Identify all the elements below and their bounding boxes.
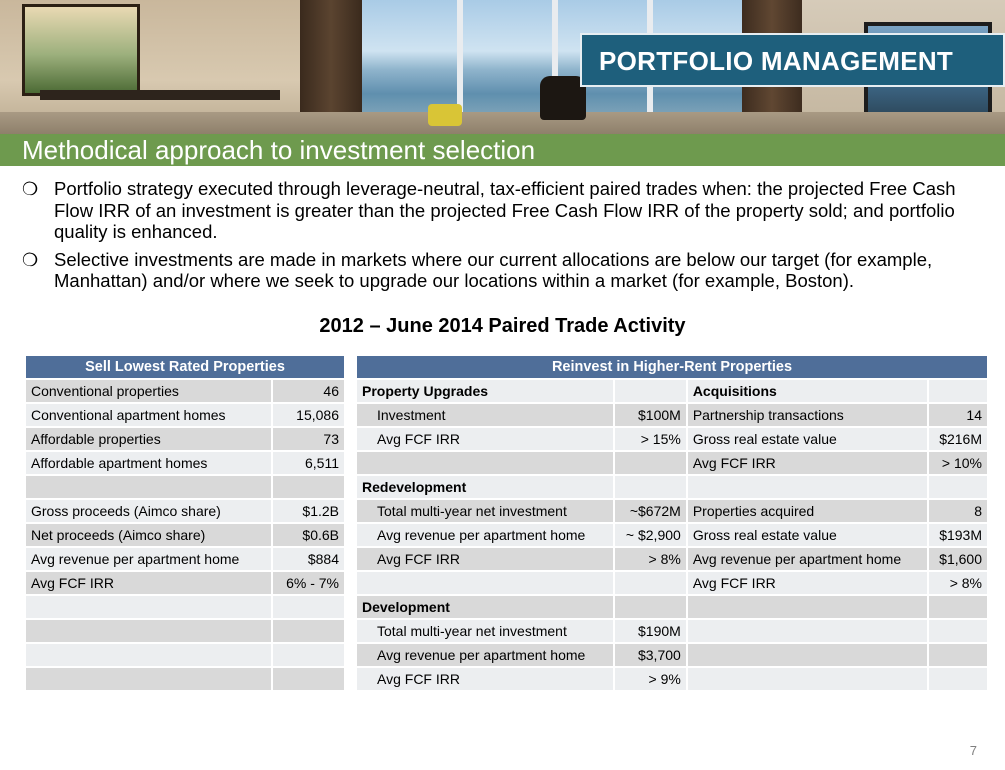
- left-label: Avg revenue per apartment home: [357, 524, 613, 546]
- table-row: [26, 620, 344, 642]
- row-label: Conventional properties: [26, 380, 271, 402]
- right-label: Gross real estate value: [688, 524, 927, 546]
- row-value: [273, 644, 344, 666]
- left-label: Investment: [357, 404, 613, 426]
- table-row: [357, 572, 987, 594]
- right-value: > 10%: [929, 452, 987, 474]
- row-value: 46: [273, 380, 344, 402]
- circle-bullet-icon: ❍: [22, 179, 39, 199]
- right-label: [688, 644, 927, 666]
- right-label: Avg FCF IRR: [688, 452, 927, 474]
- subtitle-bar: [0, 134, 1005, 166]
- right-label: [688, 476, 927, 498]
- row-label: [26, 620, 271, 642]
- left-value: $190M: [615, 620, 686, 642]
- row-value: [273, 668, 344, 690]
- table-row: [357, 452, 987, 474]
- table-row: [26, 404, 344, 426]
- left-label: Avg FCF IRR: [357, 548, 613, 570]
- dining-table: [40, 90, 280, 100]
- page-subtitle: Methodical approach to investment selection: [22, 135, 536, 165]
- table-row: [357, 404, 987, 426]
- left-value: [615, 476, 686, 498]
- row-label: [26, 668, 271, 690]
- right-label: [688, 596, 927, 618]
- row-value: 73: [273, 428, 344, 450]
- table-row: [26, 524, 344, 546]
- row-label: Net proceeds (Aimco share): [26, 524, 271, 546]
- table-row: [357, 596, 987, 618]
- floor: [0, 112, 1005, 134]
- title-box: [580, 33, 1005, 87]
- left-value: > 15%: [615, 428, 686, 450]
- right-value: [929, 476, 987, 498]
- left-value: > 8%: [615, 548, 686, 570]
- wall-painting: [22, 4, 140, 96]
- right-label: [688, 620, 927, 642]
- left-value: $3,700: [615, 644, 686, 666]
- table-row: [357, 500, 987, 522]
- row-label: Affordable apartment homes: [26, 452, 271, 474]
- left-label: Total multi-year net investment: [357, 620, 613, 642]
- table-row: [26, 380, 344, 402]
- circle-bullet-icon: ❍: [22, 249, 39, 270]
- left-value: ~ $2,900: [615, 524, 686, 546]
- right-value: [929, 596, 987, 618]
- left-section-label: Redevelopment: [357, 476, 613, 498]
- table-row: [357, 644, 987, 666]
- row-label: [26, 644, 271, 666]
- left-section-label: Property Upgrades: [357, 380, 613, 402]
- row-value: 6,511: [273, 452, 344, 474]
- right-value: $193M: [929, 524, 987, 546]
- right-label: [688, 668, 927, 690]
- table-row: [357, 668, 987, 690]
- row-value: $884: [273, 548, 344, 570]
- bullet-item: [22, 249, 992, 292]
- table-row: [357, 428, 987, 450]
- table-row: [357, 620, 987, 642]
- row-value: [273, 476, 344, 498]
- reinvest-table-header: Reinvest in Higher-Rent Properties: [357, 356, 987, 378]
- left-label: Avg FCF IRR: [357, 428, 613, 450]
- right-label: Avg revenue per apartment home: [688, 548, 927, 570]
- table-row: [357, 548, 987, 570]
- left-label: Total multi-year net investment: [357, 500, 613, 522]
- bullet-text: Portfolio strategy executed through leverage-neutral, tax-efficient paired trades when: the projected Free Cash Flow IRR of an investment is greater than the projected Free Cash Flow IRR of the property sold; and portfolio quality is enhanced.: [54, 178, 956, 242]
- table-row: [357, 476, 987, 498]
- row-value: 6% - 7%: [273, 572, 344, 594]
- pillow: [428, 104, 462, 126]
- sell-table-header: Sell Lowest Rated Properties: [26, 356, 344, 378]
- row-value: 15,086: [273, 404, 344, 426]
- right-label: Avg FCF IRR: [688, 572, 927, 594]
- left-label: [357, 572, 613, 594]
- right-value: $1,600: [929, 548, 987, 570]
- sell-table: [24, 354, 346, 692]
- right-value: [929, 620, 987, 642]
- left-label: [357, 452, 613, 474]
- row-label: Conventional apartment homes: [26, 404, 271, 426]
- table-row: [26, 572, 344, 594]
- row-label: Gross proceeds (Aimco share): [26, 500, 271, 522]
- left-value: ~$672M: [615, 500, 686, 522]
- table-row: [26, 500, 344, 522]
- left-value: [615, 380, 686, 402]
- section-heading: 2012 – June 2014 Paired Trade Activity: [319, 315, 686, 337]
- right-section-label: Acquisitions: [688, 380, 927, 402]
- bullet-list: [22, 178, 992, 298]
- left-value: $100M: [615, 404, 686, 426]
- table-row: [26, 548, 344, 570]
- left-label: Avg FCF IRR: [357, 668, 613, 690]
- row-value: $1.2B: [273, 500, 344, 522]
- row-label: Avg revenue per apartment home: [26, 548, 271, 570]
- bullet-item: [22, 178, 992, 243]
- row-value: $0.6B: [273, 524, 344, 546]
- row-label: [26, 596, 271, 618]
- right-value: [929, 644, 987, 666]
- page-number: 7: [969, 743, 977, 758]
- row-label: Avg FCF IRR: [26, 572, 271, 594]
- bullet-text: Selective investments are made in markets where our current allocations are below our target (for example, Manhattan) and/or where we seek to upgrade our locations within a market (for example, Boston).: [54, 248, 933, 291]
- table-row: [26, 452, 344, 474]
- reinvest-table: [355, 354, 989, 692]
- page-title: PORTFOLIO MANAGEMENT: [599, 46, 954, 76]
- right-value: [929, 668, 987, 690]
- left-section-label: Development: [357, 596, 613, 618]
- left-value: [615, 596, 686, 618]
- right-label: Properties acquired: [688, 500, 927, 522]
- table-row: [26, 596, 344, 618]
- table-row: [357, 524, 987, 546]
- right-label: Partnership transactions: [688, 404, 927, 426]
- left-value: > 9%: [615, 668, 686, 690]
- right-value: > 8%: [929, 572, 987, 594]
- table-row: [26, 668, 344, 690]
- right-value: $216M: [929, 428, 987, 450]
- right-value: 14: [929, 404, 987, 426]
- left-value: [615, 572, 686, 594]
- row-label: Affordable properties: [26, 428, 271, 450]
- table-row: [26, 428, 344, 450]
- table-row: [357, 380, 987, 402]
- right-value: 8: [929, 500, 987, 522]
- left-value: [615, 452, 686, 474]
- row-value: [273, 596, 344, 618]
- row-value: [273, 620, 344, 642]
- table-row: [26, 644, 344, 666]
- table-row: [26, 476, 344, 498]
- right-label: Gross real estate value: [688, 428, 927, 450]
- left-label: Avg revenue per apartment home: [357, 644, 613, 666]
- row-label: [26, 476, 271, 498]
- right-value: [929, 380, 987, 402]
